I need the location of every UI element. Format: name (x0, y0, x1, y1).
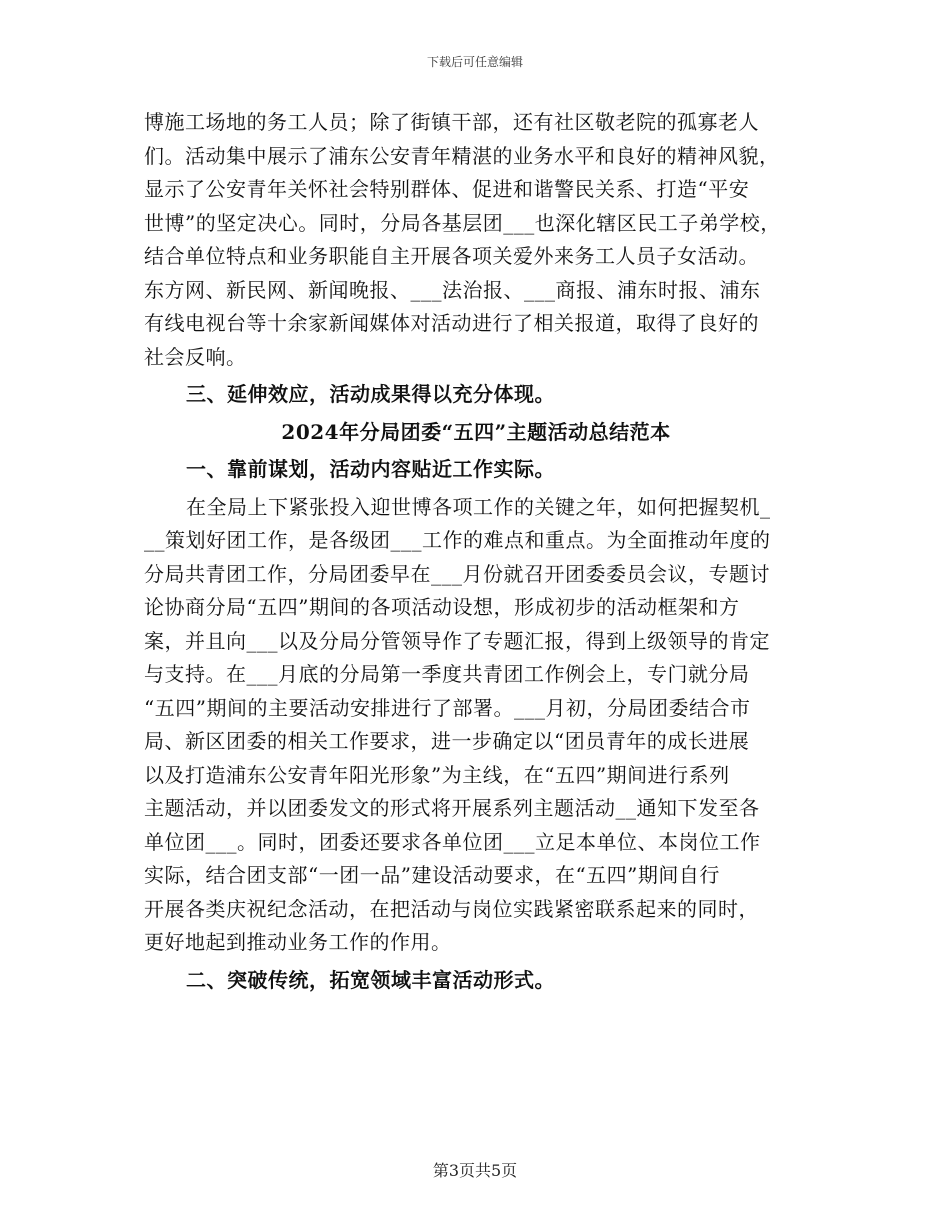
paragraph-line: 局、新区团委的相关工作要求，进一步确定以“团员青年的成长进展 (144, 729, 750, 753)
paragraph-line: 世博”的坚定决心。同时，分局各基层团___也深化辖区民工子弟学校， (144, 210, 781, 235)
paragraph-line: 实际，结合团支部“一团一品”建设活动要求，在“五四”期间自行 (144, 863, 720, 887)
paragraph-line: 们。活动集中展示了浦东公安青年精湛的业务水平和良好的精神风貌， (144, 143, 780, 168)
paragraph-line: 开展各类庆祝纪念活动，在把活动与岗位实践紧密联系起来的同时， (144, 896, 759, 921)
header-note: 下载后可任意编辑 (426, 55, 523, 69)
paragraph-line: “五四”期间的主要活动安排进行了部署。___月初，分局团委结合市 (144, 695, 751, 720)
paragraph-line: 更好地起到推动业务工作的作用。 (144, 930, 452, 954)
paragraph-line: 在全局上下紧张投入迎世博各项工作的关键之年，如何把握契机_ (186, 494, 771, 519)
paragraph-line: 论协商分局“五四”期间的各项活动设想，形成初步的活动框架和方 (144, 595, 740, 619)
page-footer: 第3页共5页 (432, 1161, 518, 1180)
paragraph-line: 博施工场地的务工人员；除了街镇干部，还有社区敬老院的孤寡老人 (144, 110, 759, 134)
paragraph-line: __策划好团工作，是各级团___工作的难点和重点。为全面推动年度的 (144, 528, 771, 552)
paragraph-line: 分局共青团工作，分局团委早在___月份就召开团委委员会议，专题讨 (144, 561, 770, 586)
paragraph-line: 有线电视台等十余家新闻媒体对活动进行了相关报道，取得了良好的 (144, 311, 759, 335)
document-body (144, 106, 808, 1001)
paragraph-line: 社会反响。 (144, 344, 247, 369)
document-title: 2024年分局团委“五四”主题活动总结范本 (281, 419, 671, 444)
section-heading-3: 三、延伸效应，活动成果得以充分体现。 (186, 382, 555, 406)
section-heading-2: 二、突破传统，拓宽领域丰富活动形式。 (186, 967, 555, 992)
paragraph-line: 东方网、新民网、新闻晚报、___法治报、___商报、浦东时报、浦东 (144, 277, 761, 302)
paragraph-line: 以及打造浦东公安青年阳光形象”为主线，在“五四”期间进行系列 (144, 762, 730, 787)
paragraph-line: 单位团___。同时，团委还要求各单位团___立足本单位、本岗位工作 (144, 829, 761, 854)
paragraph-line: 主题活动，并以团委发文的形式将开展系列主题活动__通知下发至各 (144, 796, 760, 820)
section-heading-1: 一、靠前谋划，活动内容贴近工作实际。 (186, 457, 555, 481)
paragraph-line: 结合单位特点和业务职能自主开展各项关爱外来务工人员子女活动。 (144, 244, 759, 268)
paragraph-line: 显示了公安青年关怀社会特别群体、促进和谐警民关系、打造“平安 (144, 177, 750, 201)
paragraph-line: 与支持。在___月底的分局第一季度共青团工作例会上，专门就分局 (144, 662, 750, 686)
paragraph-line: 案，并且向___以及分局分管领导作了专题汇报，得到上级领导的肯定 (144, 628, 770, 653)
